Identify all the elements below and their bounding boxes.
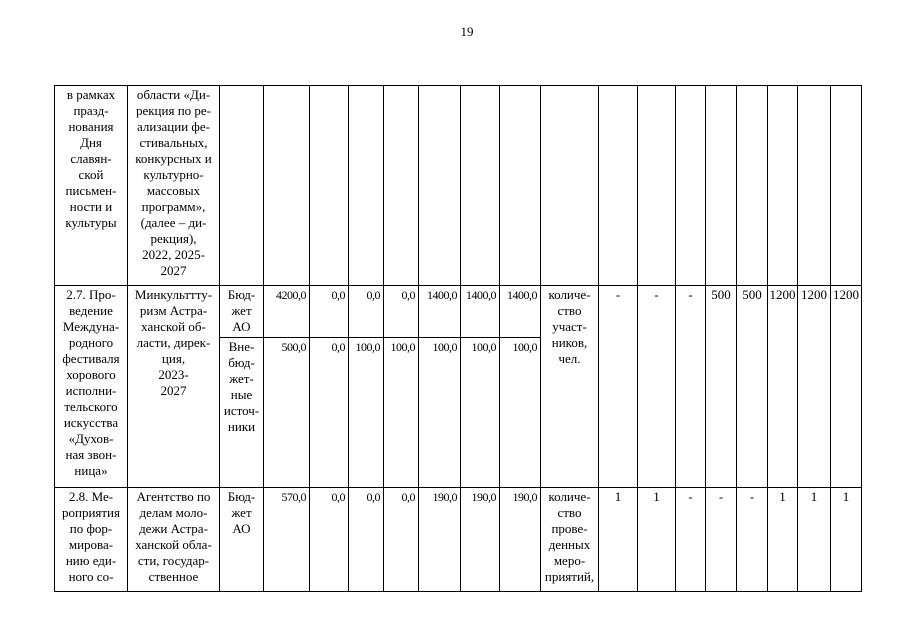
value-cell: 0,0 bbox=[384, 488, 419, 592]
empty-cell bbox=[384, 86, 419, 286]
value-cell: 4200,0 bbox=[264, 286, 310, 338]
value-cell: 0,0 bbox=[384, 286, 419, 338]
measure-cell: в рамках празд- нования Дня славян- ской письмен- ности и культуры bbox=[55, 86, 128, 286]
source-cell: Вне- бюд- жет- ные источ- ники bbox=[220, 338, 264, 488]
value-cell: 100,0 bbox=[349, 338, 384, 488]
target-cell: 1 bbox=[638, 488, 676, 592]
source-cell: Бюд- жет АО bbox=[220, 488, 264, 592]
table-row-2-7-budget bbox=[55, 286, 862, 338]
target-cell: - bbox=[676, 286, 706, 488]
empty-cell bbox=[461, 86, 500, 286]
executor-cell: Агентство по делам моло- дежи Астра- ханской обла- сти, государ- ственное bbox=[128, 488, 220, 592]
table-row-continuation bbox=[55, 86, 862, 286]
target-cell: - bbox=[638, 286, 676, 488]
empty-cell bbox=[220, 86, 264, 286]
value-cell: 0,0 bbox=[349, 488, 384, 592]
target-cell: - bbox=[706, 488, 737, 592]
program-table bbox=[54, 85, 862, 592]
target-cell: 1200 bbox=[798, 286, 831, 488]
target-cell: 500 bbox=[706, 286, 737, 488]
empty-cell bbox=[638, 86, 676, 286]
target-cell: 1 bbox=[798, 488, 831, 592]
executor-cell: Минкульттту- ризм Астра- ханской об- ласти, дирек- ция, 2023- 2027 bbox=[128, 286, 220, 488]
target-cell: - bbox=[676, 488, 706, 592]
value-cell: 100,0 bbox=[500, 338, 541, 488]
value-cell: 100,0 bbox=[461, 338, 500, 488]
value-cell: 1400,0 bbox=[419, 286, 461, 338]
target-cell: 1200 bbox=[768, 286, 798, 488]
measure-cell: 2.7. Про- ведение Междуна- родного фестиваля хорового исполни- тельского искусства «Духов- ная звон- ница» bbox=[55, 286, 128, 488]
value-cell: 190,0 bbox=[461, 488, 500, 592]
value-cell: 570,0 bbox=[264, 488, 310, 592]
value-cell: 0,0 bbox=[310, 338, 349, 488]
target-cell: 1200 bbox=[831, 286, 862, 488]
source-cell: Бюд- жет АО bbox=[220, 286, 264, 338]
indicator-cell: количе- ство участ- ников, чел. bbox=[541, 286, 599, 488]
value-cell: 100,0 bbox=[419, 338, 461, 488]
empty-cell bbox=[706, 86, 737, 286]
empty-cell bbox=[676, 86, 706, 286]
target-cell: - bbox=[599, 286, 638, 488]
target-cell: 1 bbox=[768, 488, 798, 592]
value-cell: 190,0 bbox=[500, 488, 541, 592]
indicator-cell: количе- ство прове- денных меро- приятий, bbox=[541, 488, 599, 592]
empty-cell bbox=[541, 86, 599, 286]
value-cell: 0,0 bbox=[310, 286, 349, 338]
target-cell: 1 bbox=[831, 488, 862, 592]
page-number: 19 bbox=[460, 24, 474, 39]
value-cell: 190,0 bbox=[419, 488, 461, 592]
table-row-2-8 bbox=[55, 488, 862, 592]
value-cell: 100,0 bbox=[384, 338, 419, 488]
empty-cell bbox=[264, 86, 310, 286]
empty-cell bbox=[737, 86, 768, 286]
empty-cell bbox=[500, 86, 541, 286]
target-cell: 1 bbox=[599, 488, 638, 592]
empty-cell bbox=[599, 86, 638, 286]
value-cell: 0,0 bbox=[310, 488, 349, 592]
value-cell: 1400,0 bbox=[500, 286, 541, 338]
value-cell: 1400,0 bbox=[461, 286, 500, 338]
empty-cell bbox=[768, 86, 798, 286]
target-cell: 500 bbox=[737, 286, 768, 488]
measure-cell: 2.8. Ме- роприятия по фор- мирова- нию еди- ного со- bbox=[55, 488, 128, 592]
value-cell: 500,0 bbox=[264, 338, 310, 488]
empty-cell bbox=[798, 86, 831, 286]
target-cell: - bbox=[737, 488, 768, 592]
empty-cell bbox=[831, 86, 862, 286]
value-cell: 0,0 bbox=[349, 286, 384, 338]
empty-cell bbox=[310, 86, 349, 286]
empty-cell bbox=[349, 86, 384, 286]
executor-cell: области «Ди- рекция по ре- ализации фе- стивальных, конкурсных и культурно- массовых программ», (далее – ди- рекция), 2022, 2025- 2027 bbox=[128, 86, 220, 286]
empty-cell bbox=[419, 86, 461, 286]
